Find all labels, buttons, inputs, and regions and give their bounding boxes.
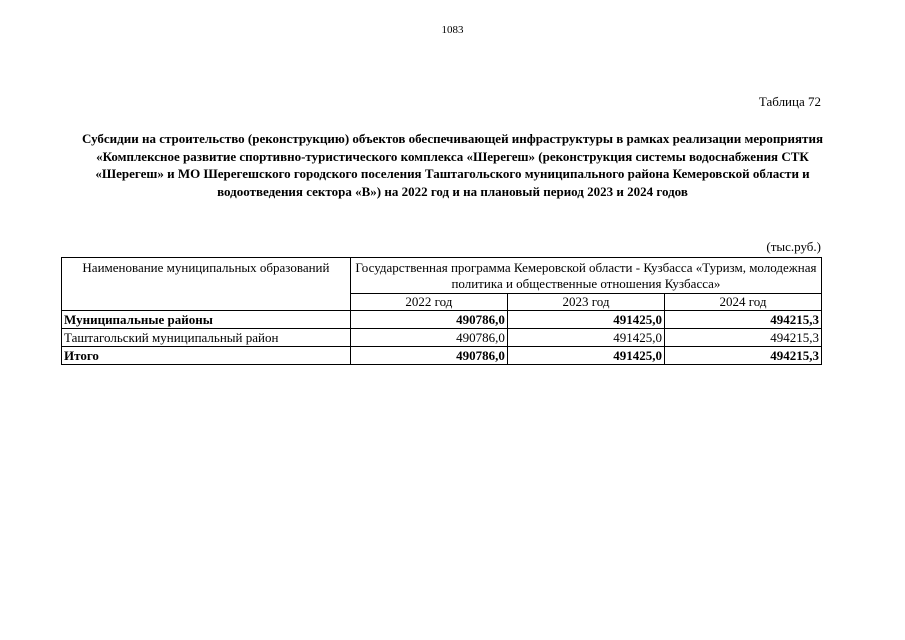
table-header-row (62, 258, 822, 294)
value-2024: 494215,3 (664, 311, 821, 329)
value-2024: 494215,3 (664, 329, 821, 347)
table-row (62, 311, 822, 329)
unit-label: (тыс.руб.) (766, 239, 821, 254)
column-header-program: Государственная программа Кемеровской области - Кузбасса «Туризм, молодежная политика и общественные отношения Кузбасса» (350, 258, 821, 294)
table-label: Таблица 72 (758, 94, 821, 109)
value-2022: 490786,0 (350, 311, 507, 329)
value-2024: 494215,3 (664, 347, 821, 365)
value-2023: 491425,0 (507, 347, 664, 365)
subsidy-table (61, 257, 822, 365)
column-header-year-2024: 2024 год (664, 294, 821, 311)
value-2022: 490786,0 (350, 347, 507, 365)
value-2022: 490786,0 (350, 329, 507, 347)
page-number: 1083 (441, 24, 464, 36)
column-header-year-2023: 2023 год (507, 294, 664, 311)
row-name: Муниципальные районы (62, 311, 351, 329)
document-title: Субсидии на строительство (реконструкцию) объектов обеспечивающей инфраструктуры в рамках реализации мероприятия «Комплексное развитие спортивно-туристического комплекса «Шерегеш» (реконструкция системы водоснабжения СТК «Шерегеш» и МО Шерегешского городского поселения Таштагольского муниципального района Кемеровской области и водоотведения сектора «В») на 2022 год и на плановый период 2023 и 2024 годов (82, 131, 823, 199)
table-row (62, 329, 822, 347)
row-name: Таштагольский муниципальный район (62, 329, 351, 347)
column-header-name: Наименование муниципальных образований (62, 258, 351, 311)
row-name: Итого (62, 347, 351, 365)
value-2023: 491425,0 (507, 311, 664, 329)
column-header-year-2022: 2022 год (350, 294, 507, 311)
value-2023: 491425,0 (507, 329, 664, 347)
table-row (62, 347, 822, 365)
